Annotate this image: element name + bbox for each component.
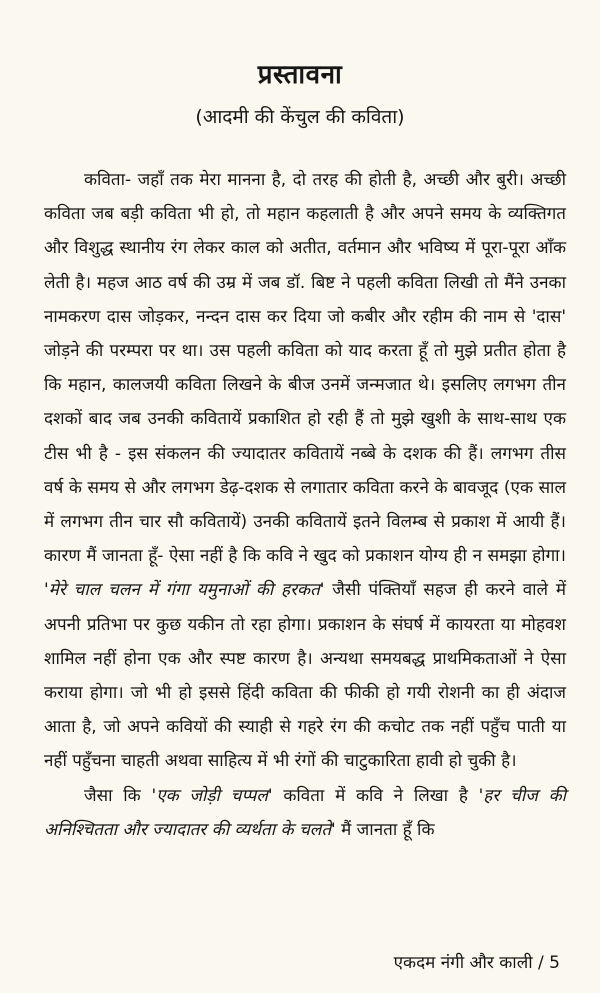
page-subtitle: (आदमी की केंचुल की कविता): [195, 106, 405, 128]
paragraph-2-text-b: कविता में कवि ने लिखा है: [283, 785, 468, 806]
paragraph-2-text-a: जैसा कि: [84, 785, 141, 806]
paragraph-2: [44, 779, 566, 847]
paragraph-1: [44, 163, 566, 779]
body-text: [44, 163, 566, 847]
paragraph-1-text-a: कविता- जहाँ तक मेरा मानना है, दो तरह की होती है, अच्छी और बुरी। अच्छी कविता जब बड़ी कविता भी हो, तो महान कहलाती है और अपने समय के व्यक्तिगत और विशुद्ध स्थानीय रंग लेकर काल को अतीत, वर्तमान और भविष्य में पूरा-पूरा आँक लेती है। महज आठ वर्ष की उम्र में जब डॉ. बिष्ट ने पहली कविता लिखी तो मैंने उनका नामकरण दास जोड़कर, नन्दन दास कर दिया जो कबीर और रहीम की नाम से 'दास' जोड़ने की परम्परा पर था। उस पहली कविता को याद करता हूँ तो मुझे प्रतीत होता है कि महान, कालजयी कविता लिखने के बीज उनमें जन्मजात थे। इसलिए लगभग तीन दशकों बाद जब उनकी कवितायें प्रकाशित हो रही हैं तो मुझे खुशी के साथ-साथ एक टीस भी है - इस संकलन की ज्यादातर कवितायें नब्बे के दशक की हैं। लगभग तीस वर्ष के समय से और लगभग डेढ़-दशक से लगातार कविता करने के बावजूद (एक साल में लगभग तीन चार सौ कवितायें) उनकी कवितायें इतने विलम्ब से प्रकाश में आयी हैं। कारण मैं जानता हूँ- ऐसा नहीं है कि कवि ने खुद को प्रकाशन योग्य ही न समझा होगा।: [44, 170, 566, 567]
quote-ek-jodi-chappal: 'एक जोड़ी चप्पल': [151, 785, 273, 806]
paragraph-1-text-b: जैसी पंक्तियाँ सहज ही करने वाले में अपनी प्रतिभा पर कुछ यकीन तो रहा होगा। प्रकाशन के संघर्ष में कायरता या मोहवश शामिल नहीं होना एक और स्पष्ट कारण है। अन्यथा समयबद्ध प्राथमिकताओं ने ऐसा कराया होगा। जो भी हो इससे हिंदी कविता की फीकी हो गयी रोशनी का ही अंदाज आता है, जो अपने कवियों की स्याही से गहरे रंग की कचोट तक नहीं पहुँच पाती या नहीं पहुँचना चाहती अथवा साहित्य में भी रंगों की चाटुकारिता हावी हो चुकी है।: [44, 580, 567, 772]
quote-ganga-yamuna: 'मेरे चाल चलन में गंगा यमुनाओं की हरकत': [44, 580, 325, 601]
page-title: प्रस्तावना: [257, 60, 343, 90]
quote-har-cheez: 'हर चीज की अनिश्चितता और ज्यादातर की व्यर्थता के चलते': [44, 785, 567, 840]
page-footer: एकदम नंगी और काली / 5: [393, 953, 560, 973]
paragraph-2-text-c: मैं जानता हूँ कि: [341, 819, 435, 840]
